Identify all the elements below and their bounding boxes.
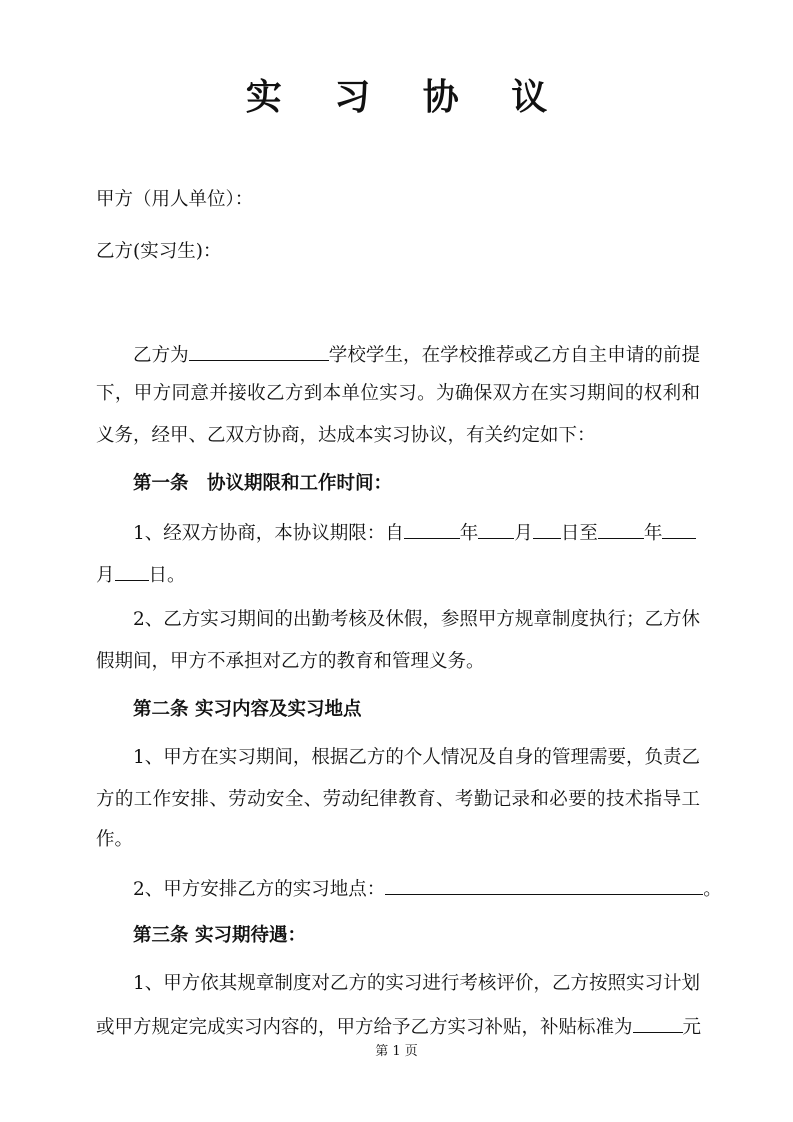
end-year-blank[interactable] [598, 518, 644, 539]
year-label-2: 年 [643, 523, 663, 544]
day-to-label: 日至 [560, 523, 598, 544]
period-mark: 。 [703, 879, 722, 900]
start-day-blank[interactable] [533, 518, 561, 539]
article3-heading: 第三条 实习期待遇： [133, 925, 306, 946]
yuan-label: 元 [682, 1017, 702, 1038]
month-label-2: 月 [96, 565, 115, 586]
article2-p1-line2: 方的工作安排、劳动安全、劳动纪律教育、考勤记录和必要的技术指导工 [96, 789, 700, 810]
intro-line-2: 下，甲方同意并接收乙方到本单位实习。为确保双方在实习期间的权利和 [96, 383, 700, 404]
party-b-label: 乙方(实习生)： [96, 241, 222, 262]
article1-p1-line1 [96, 518, 700, 548]
location-blank[interactable] [385, 874, 703, 895]
allowance-blank[interactable] [633, 1012, 683, 1033]
page-number: 第 1 页 [375, 1044, 418, 1059]
allowance-text: 或甲方规定完成实习内容的，甲方给予乙方实习补贴，补贴标准为 [96, 1017, 633, 1038]
intro-line-1 [96, 340, 700, 370]
end-month-blank-a[interactable] [662, 518, 696, 539]
start-month-blank[interactable] [478, 518, 514, 539]
end-day-blank[interactable] [115, 560, 149, 581]
party-a-label: 甲方（用人单位）： [96, 189, 254, 210]
article2-p2-line [96, 874, 722, 904]
article1-p1-line2 [96, 560, 700, 590]
article1-p1-text: 1、经双方协商，本协议期限：自 [133, 523, 404, 544]
month-label: 月 [514, 523, 533, 544]
document-title: 实 习 协 议 [245, 76, 568, 118]
school-name-blank[interactable] [189, 340, 329, 361]
article2-p1-line1: 1、甲方在实习期间，根据乙方的个人情况及自身的管理需要，负责乙 [133, 747, 700, 768]
location-label: 2、甲方安排乙方的实习地点： [133, 879, 386, 900]
intro-text-a: 乙方为 [133, 345, 189, 366]
day-label-2: 日。 [148, 565, 186, 586]
article1-p2-line1: 2、乙方实习期间的出勤考核及休假，参照甲方规章制度执行；乙方休 [133, 609, 700, 630]
article3-p1-line2 [96, 1012, 700, 1042]
start-year-blank[interactable] [404, 518, 460, 539]
article2-p1-line3: 作。 [96, 829, 134, 850]
article3-p1-line1: 1、甲方依其规章制度对乙方的实习进行考核评价，乙方按照实习计划 [133, 973, 700, 994]
article1-heading: 第一条 协议期限和工作时间： [133, 473, 393, 494]
article2-heading: 第二条 实习内容及实习地点 [133, 699, 362, 720]
intro-line-3: 义务，经甲、乙双方协商，达成本实习协议，有关约定如下： [96, 425, 596, 446]
year-label: 年 [459, 523, 479, 544]
intro-text-b: 学校学生，在学校推荐或乙方自主申请的前提 [328, 345, 700, 366]
article1-p2-line2: 假期间，甲方不承担对乙方的教育和管理义务。 [96, 651, 485, 672]
